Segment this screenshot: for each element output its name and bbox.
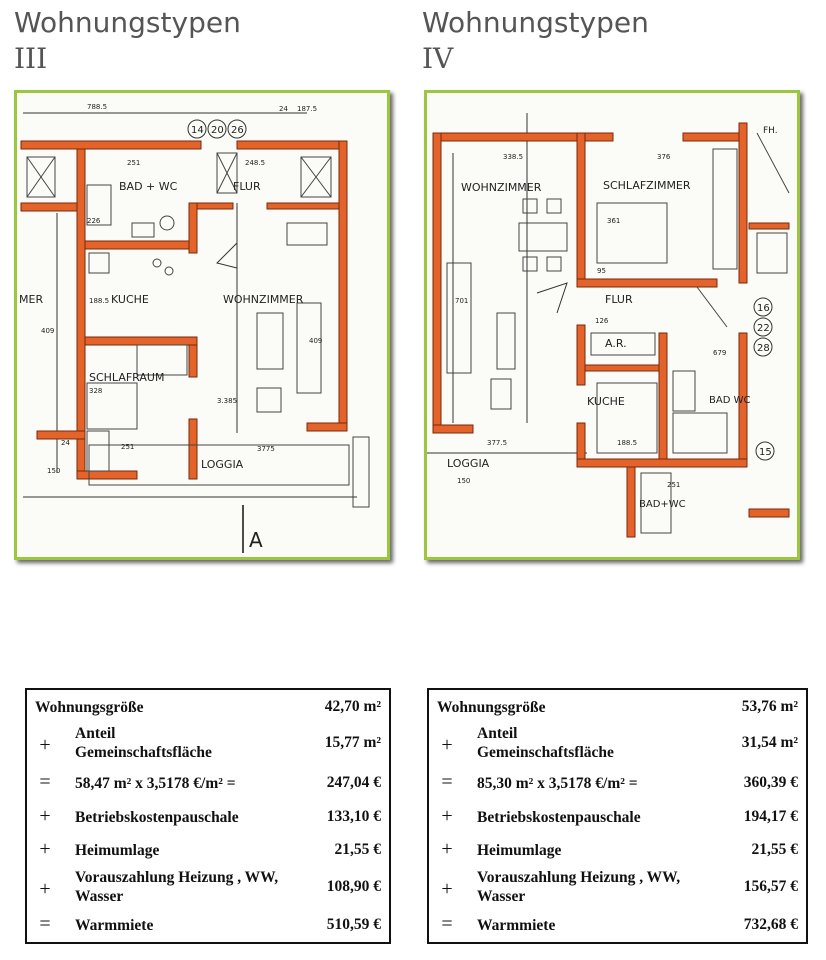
plan-tag-26: 26 (231, 125, 244, 136)
dim-label: 150 (47, 467, 61, 475)
room-label-schlafraum: SCHLAFRAUM (89, 371, 165, 384)
row-value: 21,55 € (751, 841, 798, 858)
row-label: Anteil Gemeinschaftsfläche (477, 725, 614, 761)
dim-label: 701 (455, 297, 469, 305)
plan-tag-22: 22 (757, 323, 770, 334)
table-row (429, 805, 806, 832)
dim-label: 24 (61, 439, 70, 447)
row-operator: = (441, 771, 453, 793)
dim-label: 188.5 (617, 439, 638, 447)
room-label-bad-plus-wc: BAD+WC (639, 499, 686, 510)
room-label-bad-wc: BAD WC (709, 395, 751, 406)
table-row (27, 724, 389, 766)
row-label: Vorauszahlung Heizung , WW, Wasser (477, 869, 681, 905)
dim-label: 150 (457, 477, 471, 485)
plan-tag-28: 28 (757, 343, 770, 354)
room-label-fh: FH. (763, 126, 778, 136)
cost-table-type-iv (427, 688, 808, 944)
left-type-number: III (14, 42, 48, 75)
dim-label: 788.5 (87, 103, 108, 111)
dim-label: 95 (597, 267, 606, 275)
right-title-block (422, 8, 649, 74)
row-label: Betriebskostenpauschale (477, 809, 641, 826)
row-label: 58,47 m² x 3,5178 €/m² = (75, 775, 236, 792)
dim-label: 409 (309, 337, 323, 345)
row-label: Wohnungsgröße (437, 699, 546, 716)
room-label-loggia: LOGGIA (447, 457, 490, 470)
table-row (27, 805, 389, 832)
dim-label: 328 (89, 387, 103, 395)
dim-label: 248.5 (245, 159, 266, 167)
row-label: Heimumlage (75, 842, 160, 859)
plan-tag-14: 14 (191, 125, 204, 136)
table-row (429, 838, 806, 865)
row-operator: + (441, 838, 453, 860)
floor-plan-type-iv (424, 90, 800, 560)
row-value: 108,90 € (326, 878, 381, 895)
section-marker: A (249, 528, 263, 552)
dim-label: 338.5 (503, 153, 524, 161)
row-value: 21,55 € (334, 841, 381, 858)
dim-label: 3775 (257, 445, 275, 453)
table-row (27, 913, 389, 940)
left-title-block (14, 8, 241, 74)
row-operator: + (441, 734, 453, 756)
room-label-kueche: KUCHE (587, 395, 625, 408)
floor-plan-type-iii (14, 90, 390, 560)
table-row (27, 838, 389, 865)
row-value: 732,68 € (743, 916, 798, 933)
room-label-bad: BAD + WC (119, 180, 178, 193)
dim-label: 251 (121, 443, 135, 451)
plan-tag-16: 16 (757, 303, 770, 314)
room-label-flur: FLUR (605, 293, 633, 306)
row-label: Heimumlage (477, 842, 562, 859)
table-row (429, 771, 806, 798)
room-label-zimmer: MER (19, 293, 44, 306)
plan-tag-15: 15 (759, 447, 772, 458)
row-value: 133,10 € (326, 808, 381, 825)
row-label: Betriebskostenpauschale (75, 809, 239, 826)
dim-label: 3.385 (217, 397, 238, 405)
table-row (429, 913, 806, 940)
cost-table-type-iii (25, 688, 391, 944)
row-operator: + (441, 805, 453, 827)
row-operator: + (39, 734, 51, 756)
row-label: Anteil Gemeinschaftsfläche (75, 725, 212, 761)
dim-label: 226 (87, 217, 101, 225)
dim-label: 251 (127, 159, 141, 167)
table-row (429, 724, 806, 766)
dim-label: 251 (667, 481, 681, 489)
row-operator: + (441, 878, 453, 900)
row-label: Warmmiete (477, 917, 556, 934)
dim-label: 376 (657, 153, 671, 161)
row-label: Wohnungsgröße (35, 699, 144, 716)
row-value: 53,76 m² (741, 698, 798, 715)
floor-plan-drawing (427, 93, 797, 557)
row-value: 194,17 € (743, 808, 798, 825)
row-value: 247,04 € (326, 774, 381, 791)
dim-label: 188.5 (89, 297, 110, 305)
dim-label: 187.5 (297, 105, 318, 113)
row-operator: + (39, 805, 51, 827)
room-label-abstellraum: A.R. (605, 337, 627, 350)
floor-plan-drawing (17, 93, 387, 557)
row-value: 15,77 m² (324, 734, 381, 751)
row-value: 510,59 € (326, 916, 381, 933)
dim-label: 24 (279, 105, 288, 113)
row-operator: = (39, 771, 51, 793)
room-label-loggia: LOGGIA (201, 458, 244, 471)
room-label-wohnzimmer: WOHNZIMMER (223, 293, 304, 306)
right-type-number: IV (422, 42, 454, 75)
row-value: 156,57 € (743, 878, 798, 895)
dim-label: 361 (607, 217, 621, 225)
table-row (27, 771, 389, 798)
left-title: Wohnungstypen (14, 6, 241, 39)
dim-label: 126 (595, 317, 609, 325)
row-operator: = (39, 913, 51, 935)
row-label: Vorauszahlung Heizung , WW, Wasser (75, 869, 279, 905)
table-row (429, 868, 806, 910)
dim-label: 679 (713, 349, 727, 357)
room-label-kueche: KUCHE (111, 293, 149, 306)
table-row (429, 698, 806, 722)
room-label-wohnzimmer: WOHNZIMMER (461, 181, 542, 194)
room-label-flur: FLUR (233, 180, 261, 193)
table-row (27, 698, 389, 722)
right-title: Wohnungstypen (422, 6, 649, 39)
row-value: 42,70 m² (324, 698, 381, 715)
row-label: 85,30 m² x 3,5178 €/m² = (477, 775, 638, 792)
dim-label: 409 (41, 327, 55, 335)
row-operator: = (441, 913, 453, 935)
plan-tag-20: 20 (211, 125, 224, 136)
row-operator: + (39, 838, 51, 860)
row-value: 360,39 € (743, 774, 798, 791)
row-operator: + (39, 878, 51, 900)
dim-label: 377.5 (487, 439, 508, 447)
row-label: Warmmiete (75, 917, 154, 934)
table-row (27, 868, 389, 910)
room-label-schlafzimmer: SCHLAFZIMMER (603, 179, 691, 192)
row-value: 31,54 m² (741, 734, 798, 751)
